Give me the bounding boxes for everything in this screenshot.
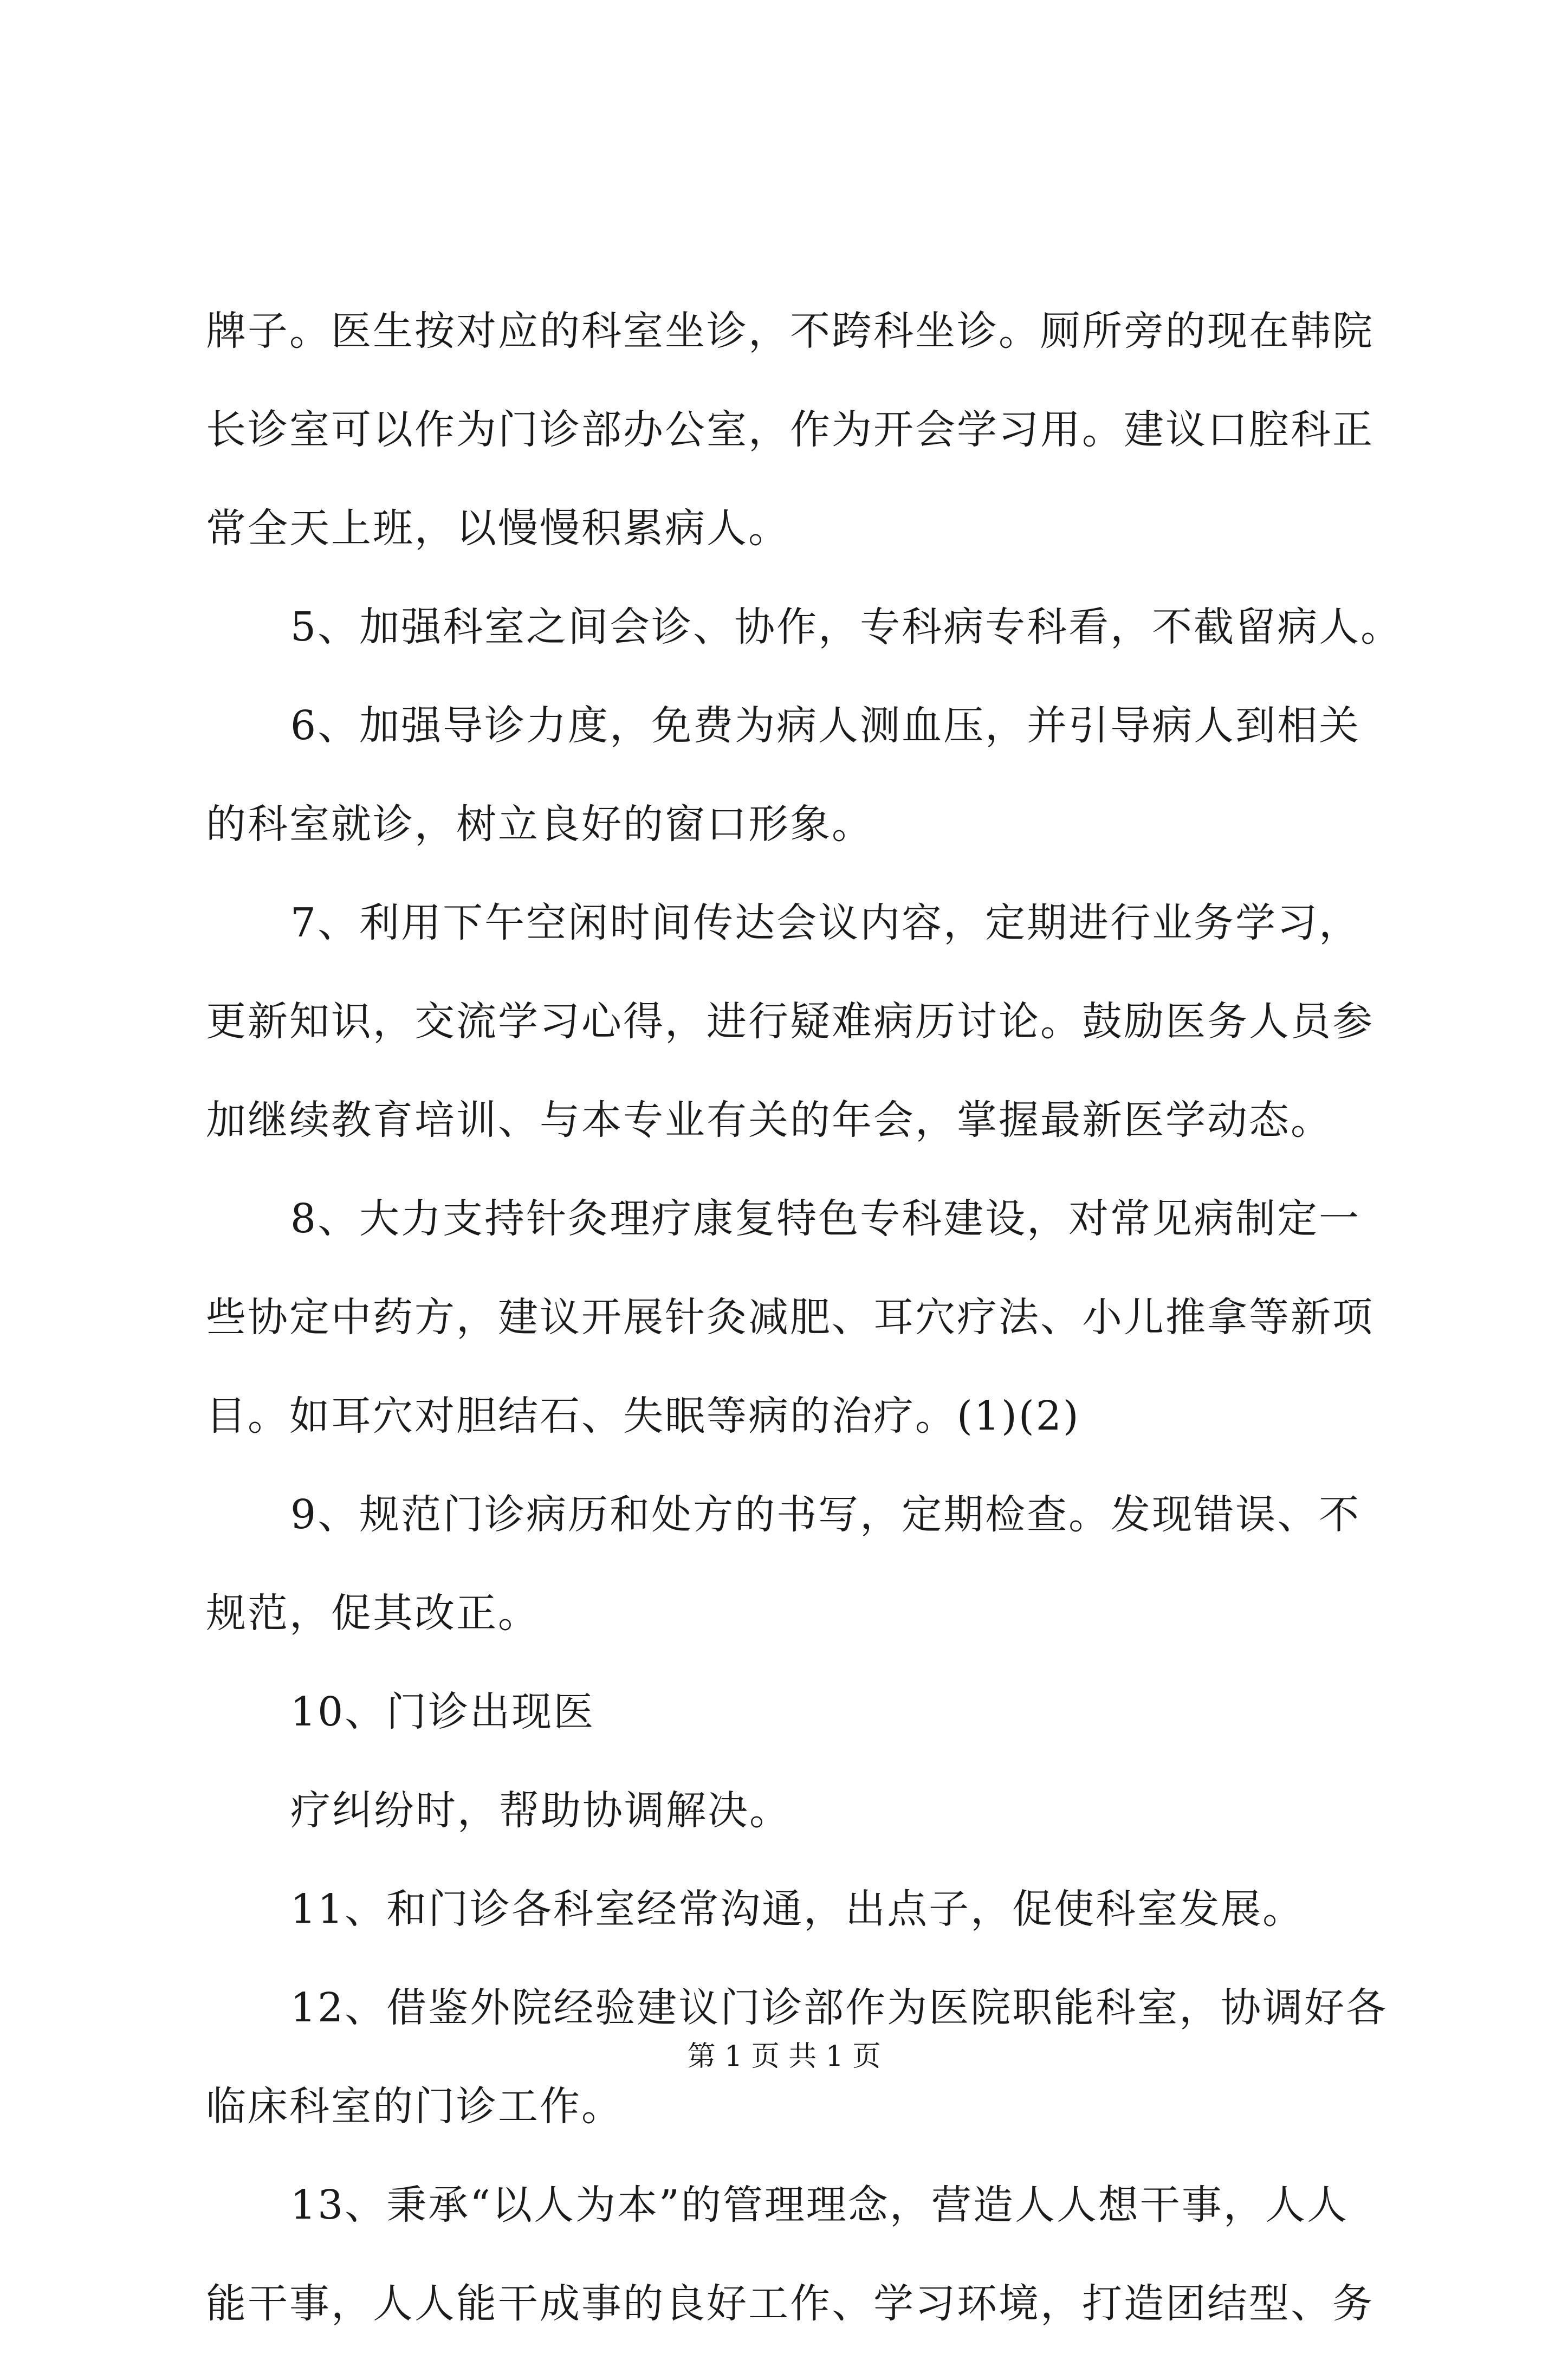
text-line: 11、和门诊各科室经常沟通，出点子，促使科室发展。 <box>290 1886 1305 1932</box>
text-line: 12、借鉴外院经验建议门诊部作为医院职能科室，协调好各 <box>290 1984 1388 2031</box>
text-line: 加继续教育培训、与本专业有关的年会，掌握最新医学动态。 <box>206 1097 1332 1143</box>
page-footer: 第 1 页 共 1 页 <box>687 2040 881 2073</box>
text-line: 更新知识，交流学习心得，进行疑难病历讨论。鼓励医务人员参 <box>206 998 1374 1045</box>
text-line: 牌子。医生按对应的科室坐诊，不跨科坐诊。厕所旁的现在韩院 <box>206 308 1374 354</box>
text-line: 规范，促其改正。 <box>206 1590 540 1637</box>
text-line: 7、利用下午空闲时间传达会议内容，定期进行业务学习， <box>290 900 1361 946</box>
text-line: 6、加强导诊力度，免费为病人测血压，并引导病人到相关 <box>290 702 1361 749</box>
text-line: 目。如耳穴对胆结石、失眠等病的治疗。(1)(2) <box>206 1393 1080 1439</box>
text-line: 5、加强科室之间会诊、协作，专科病专科看，不截留病人。 <box>290 604 1403 650</box>
text-line: 临床科室的门诊工作。 <box>206 2083 623 2130</box>
text-line: 8、大力支持针灸理疗康复特色专科建设，对常见病制定一 <box>290 1195 1361 1242</box>
text-line: 13、秉承“以人为本”的管理理念，营造人人想干事，人人 <box>290 2182 1349 2228</box>
text-line: 长诊室可以作为门诊部办公室，作为开会学习用。建议口腔科正 <box>206 406 1374 453</box>
text-line: 疗纠纷时，帮助协调解决。 <box>290 1787 791 1834</box>
text-line: 的科室就诊，树立良好的窗口形象。 <box>206 801 873 848</box>
text-line: 能干事，人人能干成事的良好工作、学习环境，打造团结型、务 <box>206 2280 1374 2327</box>
text-line: 9、规范门诊病历和处方的书写，定期检查。发现错误、不 <box>290 1491 1361 1538</box>
text-line: 常全天上班，以慢慢积累病人。 <box>206 505 790 552</box>
text-line: 10、门诊出现医 <box>290 1689 595 1735</box>
text-line: 些协定中药方，建议开展针灸减肥、耳穴疗法、小儿推拿等新项 <box>206 1294 1374 1341</box>
